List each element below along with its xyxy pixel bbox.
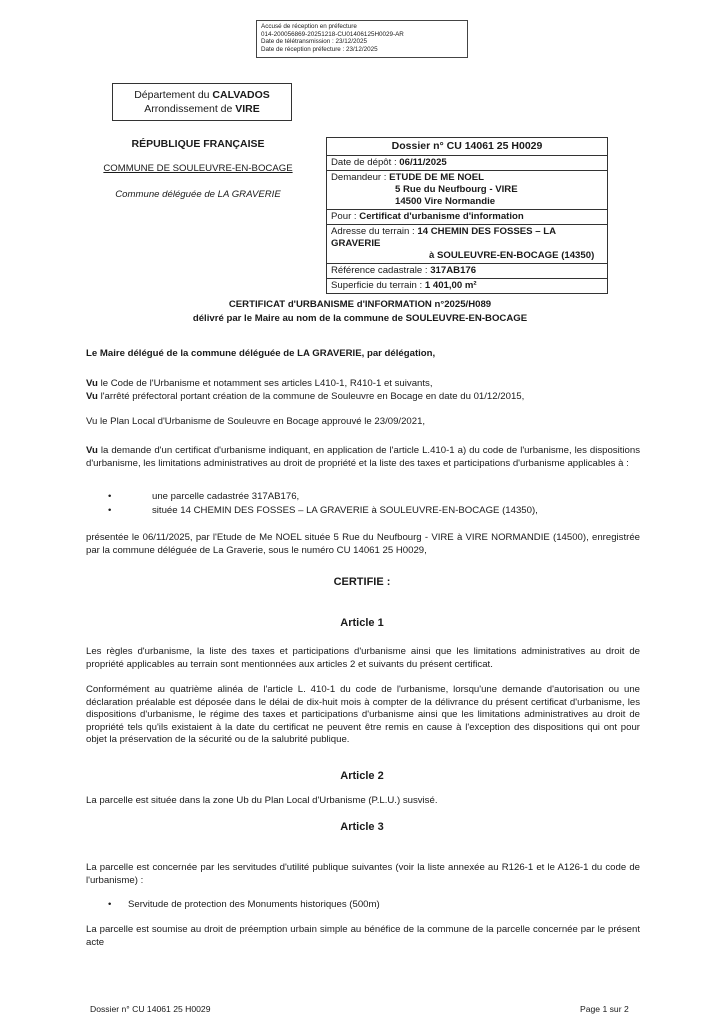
vu-paragraph-4 <box>86 445 640 470</box>
republique-heading: RÉPUBLIQUE FRANÇAISE <box>131 138 265 150</box>
ref-label: Référence cadastrale : <box>331 265 431 276</box>
dossier-ref-row <box>327 263 607 278</box>
adresse-label: Adresse du terrain : <box>331 226 418 237</box>
surface-label: Superficie du terrain : <box>331 280 425 291</box>
article-2-heading: Article 2 <box>340 770 384 782</box>
certificate-title-line-2: délivré par le Maire au nom de la commune de SOULEUVRE-EN-BOCAGE <box>192 313 528 324</box>
maire-statement: Le Maire délégué de la commune déléguée de LA GRAVERIE, par délégation, <box>86 348 436 359</box>
stamp-line-1: Accusé de réception en préfecture <box>261 23 357 30</box>
vu-1-text: le Code de l'Urbanisme et notamment ses articles L410-1, R410-1 et suivants, <box>97 378 433 389</box>
vu-paragraph-1 <box>86 378 640 403</box>
certificate-title <box>100 298 620 326</box>
dossier-pour-row <box>327 209 607 224</box>
article-1-paragraph-1: Les règles d'urbanisme, la liste des taxes et participations d'urbanisme ainsi que les limitations administratives au droit de propriété applicables au terrain sont mentionnées aux articles 2 et suivants du présent certificat. <box>86 646 640 670</box>
department-box <box>112 83 292 121</box>
stamp-line-3: Date de télétransmission : 23/12/2025 <box>261 38 368 46</box>
article-3-paragraph-2: La parcelle est soumise au droit de préemption urbain simple au bénéfice de la commune de la parcelle concernée par le présent acte <box>86 924 640 948</box>
bullet-dot-1: • <box>108 491 112 502</box>
bullet-servitude: Servitude de protection des Monuments historiques (500m) <box>128 899 380 910</box>
depot-label: Date de dépôt : <box>331 157 400 168</box>
bullet-dot-2: • <box>108 505 112 516</box>
vu-4-keyword: Vu <box>86 445 98 456</box>
pour-label: Pour : <box>331 211 360 222</box>
vu-paragraph-3: Vu le Plan Local d'Urbanisme de Souleuvre en Bocage approuvé le 23/09/2021, <box>86 416 426 427</box>
depot-value: 06/11/2025 <box>399 157 447 168</box>
article-1-heading: Article 1 <box>340 617 384 629</box>
presentee-paragraph: présentée le 06/11/2025, par l'Etude de Me NOEL située 5 Rue du Neufbourg - VIRE à VIRE NORMANDIE (14500), enregistrée par la commune déléguée de La Graverie, sous le numéro CU 14061 25 H0029, <box>86 532 640 556</box>
article-3-paragraph-1: La parcelle est concernée par les servitudes d'utilité publique suivantes (voir la liste annexée au R126-1 et le A126-1 du code de l'urbanisme) : <box>86 862 640 886</box>
footer-dossier-number: Dossier n° CU 14061 25 H0029 <box>90 1004 211 1014</box>
demandeur-address-2: 14500 Vire Normandie <box>395 196 496 207</box>
bullet-situee: située 14 CHEMIN DES FOSSES – LA GRAVERIE à SOULEUVRE-EN-BOCAGE (14350), <box>152 505 538 516</box>
certificate-title-line-1: CERTIFICAT d'URBANISME d'INFORMATION n°2025/H089 <box>228 299 492 310</box>
vu-2-text: l'arrêté préfectoral portant création de la commune de Souleuvre en Bocage en date du 01/12/2015, <box>97 390 525 402</box>
department-prefix: Département du <box>134 89 213 101</box>
adresse-value-2: à SOULEUVRE-EN-BOCAGE (14350) <box>429 250 595 261</box>
article-1-paragraph-2: Conformément au quatrième alinéa de l'article L. 410-1 du code de l'urbanisme, lorsqu'une demande d'autorisation ou une déclaration préalable est déposée dans le délai de dix-huit mois à compter de la délivrance du présent certificat d'urbanisme, les dispositions d'urbanisme, le régime des taxes et participations d'urbanisme ainsi que les limitations administratives au droit de propriété tels qu'ils existaient à la date du certificat ne peuvent être remis en cause à l'exception des dispositions qui ont pour objet la préservation de la sécurité ou de la salubrité publique. <box>86 684 640 746</box>
arrondissement-name: VIRE <box>235 103 260 115</box>
demandeur-label: Demandeur : <box>331 172 390 183</box>
department-name: CALVADOS <box>212 89 270 101</box>
commune-name: COMMUNE DE SOULEUVRE-EN-BOCAGE <box>103 163 293 174</box>
ref-value: 317AB176 <box>430 265 477 276</box>
arrondissement-prefix: Arrondissement de <box>144 103 236 115</box>
certifie-heading: CERTIFIE : <box>333 576 391 588</box>
bullet-dot-3: • <box>108 899 112 910</box>
vu-1-keyword: Vu <box>86 378 98 389</box>
adresse-value-1: 14 CHEMIN DES FOSSES – LA GRAVERIE <box>331 226 556 249</box>
dossier-depot-row <box>327 155 607 170</box>
demandeur-name: ETUDE DE ME NOEL <box>389 172 485 183</box>
dossier-box <box>326 137 608 294</box>
reception-stamp <box>256 20 468 58</box>
dossier-demandeur-row <box>327 170 607 209</box>
dossier-title: Dossier n° CU 14061 25 H0029 <box>391 140 543 152</box>
vu-4-text: la demande d'un certificat d'urbanisme indiquant, en application de l'article L.410-1 a) du code de l'urbanisme, les dispositions d'urbanisme, les limitations administratives au droit de propriété et la liste des taxes et participations d'urbanisme applicables à : <box>86 445 640 469</box>
department-line <box>113 88 291 102</box>
stamp-line-2: 014-200056869-20251218-CU01406125H0029-AR <box>261 30 404 38</box>
vu-2-keyword: Vu <box>86 390 98 402</box>
commune-deleguee: Commune déléguée de LA GRAVERIE <box>115 189 281 200</box>
article-3-heading: Article 3 <box>340 821 384 833</box>
pour-value: Certificat d'urbanisme d'information <box>359 211 524 222</box>
bullet-parcelle: une parcelle cadastrée 317AB176, <box>152 491 300 502</box>
demandeur-address-1: 5 Rue du Neufbourg - VIRE <box>395 184 518 195</box>
dossier-surface-row <box>327 278 607 293</box>
footer-page-number: Page 1 sur 2 <box>580 1004 629 1014</box>
article-2-paragraph: La parcelle est située dans la zone Ub du Plan Local d'Urbanisme (P.L.U.) susvisé. <box>86 795 438 806</box>
dossier-adresse-row <box>327 224 607 263</box>
arrondissement-line <box>113 102 291 116</box>
surface-value: 1 401,00 m² <box>424 280 477 291</box>
stamp-line-4: Date de réception préfecture : 23/12/2025 <box>261 45 378 53</box>
